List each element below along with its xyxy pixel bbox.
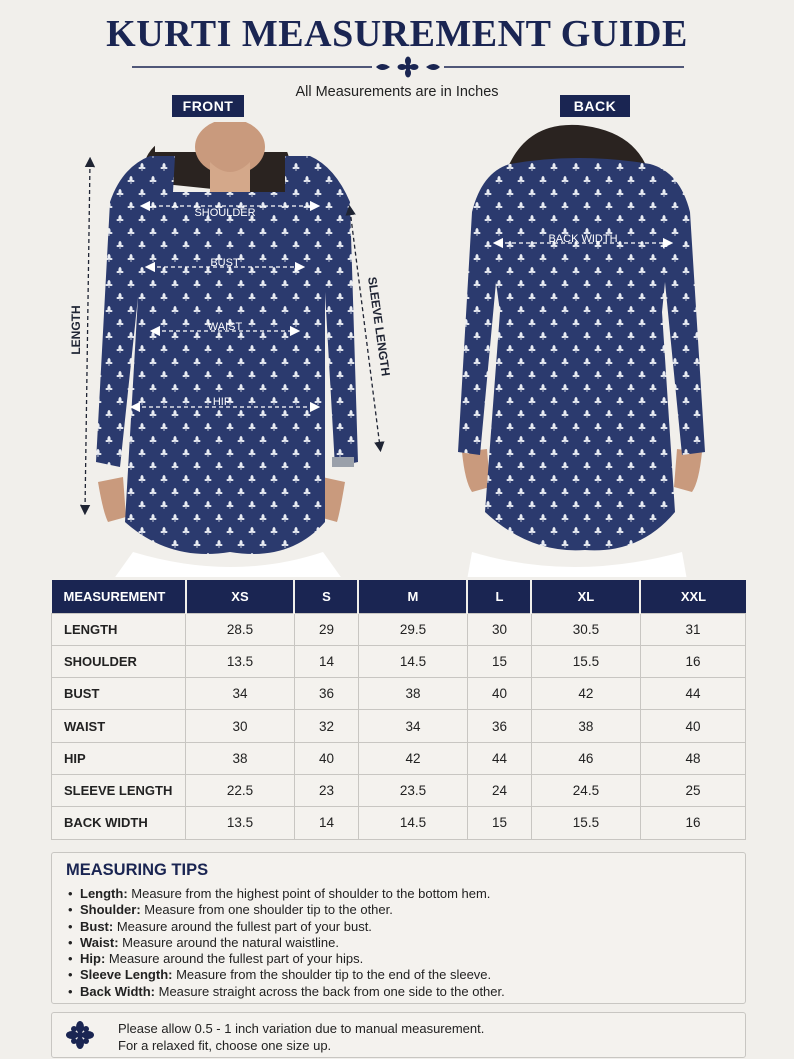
size-value-cell: 15 <box>467 807 531 839</box>
waist-label: WAIST <box>207 321 243 333</box>
size-value-cell: 29.5 <box>358 613 467 645</box>
tip-item <box>66 935 731 951</box>
size-value-cell: 40 <box>294 742 358 774</box>
size-value-cell: 24 <box>467 774 531 806</box>
size-value-cell: 25 <box>640 774 745 806</box>
measuring-tips-panel <box>51 852 746 1004</box>
size-value-cell: 16 <box>640 645 745 677</box>
tip-text: Measure from the highest point of shoulder to the bottom hem. <box>127 886 491 901</box>
table-row <box>52 678 746 710</box>
size-value-cell: 22.5 <box>186 774 295 806</box>
tips-list <box>66 886 731 1000</box>
measurement-name-cell: HIP <box>52 742 186 774</box>
floral-motif-icon <box>64 1019 96 1051</box>
size-value-cell: 38 <box>186 742 295 774</box>
size-value-cell: 36 <box>467 710 531 742</box>
length-label: LENGTH <box>69 305 83 355</box>
table-row <box>52 774 746 806</box>
tip-text: Measure straight across the back from one side to the other. <box>155 983 505 999</box>
size-value-cell: 32 <box>294 710 358 742</box>
tip-text: Measure from the shoulder tip to the end of the sleeve. <box>172 967 492 983</box>
measurement-name-cell: SLEEVE LENGTH <box>52 774 186 806</box>
size-value-cell: 40 <box>467 678 531 710</box>
size-value-cell: 30 <box>186 710 295 742</box>
size-value-cell: 46 <box>531 742 640 774</box>
table-row <box>52 807 746 839</box>
note-line-2: For a relaxed fit, choose one size up. <box>118 1038 332 1053</box>
header-s: S <box>294 580 358 613</box>
measurement-name-cell: LENGTH <box>52 613 186 645</box>
bust-label: BUST <box>210 257 240 269</box>
page-title: KURTI MEASUREMENT GUIDE <box>106 13 688 55</box>
size-chart-table <box>51 580 746 840</box>
size-value-cell: 44 <box>640 678 745 710</box>
units-subtitle: All Measurements are in Inches <box>295 84 499 100</box>
size-value-cell: 38 <box>358 678 467 710</box>
size-value-cell: 13.5 <box>186 645 295 677</box>
size-value-cell: 36 <box>294 678 358 710</box>
tip-text: Measure around the fullest part of your bust. <box>113 918 372 934</box>
size-value-cell: 30 <box>467 613 531 645</box>
table-row <box>52 613 746 645</box>
tip-item <box>66 984 731 1000</box>
table-header-row <box>52 580 746 613</box>
size-value-cell: 42 <box>531 678 640 710</box>
size-value-cell: 24.5 <box>531 774 640 806</box>
variation-note <box>51 1012 746 1058</box>
header-measurement: MEASUREMENT <box>52 580 186 613</box>
back-width-label: BACK WIDTH <box>548 233 618 245</box>
table-row <box>52 710 746 742</box>
header-xl: XL <box>531 580 640 613</box>
hip-label: HIP <box>212 396 232 408</box>
size-value-cell: 15.5 <box>531 807 640 839</box>
size-value-cell: 16 <box>640 807 745 839</box>
tips-title: MEASURING TIPS <box>66 861 209 879</box>
tip-item <box>66 902 731 918</box>
tip-term: Hip: <box>80 951 106 967</box>
tip-item <box>66 886 731 902</box>
size-value-cell: 14 <box>294 807 358 839</box>
measurement-name-cell: WAIST <box>52 710 186 742</box>
size-value-cell: 13.5 <box>186 807 295 839</box>
size-value-cell: 42 <box>358 742 467 774</box>
tip-text: Measure around the natural waistline. <box>118 934 339 950</box>
sleeve-length-label: SLEEVE LENGTH <box>365 275 393 377</box>
tip-text: Measure from one shoulder tip to the other. <box>140 902 393 918</box>
size-value-cell: 34 <box>186 678 295 710</box>
size-value-cell: 14.5 <box>358 645 467 677</box>
front-view-label: FRONT <box>172 95 244 117</box>
size-value-cell: 23 <box>294 774 358 806</box>
size-value-cell: 40 <box>640 710 745 742</box>
front-view-image <box>60 122 400 577</box>
title-divider <box>132 56 684 78</box>
header-xs: XS <box>186 580 295 613</box>
size-value-cell: 15 <box>467 645 531 677</box>
measurement-name-cell: BACK WIDTH <box>52 807 186 839</box>
size-value-cell: 34 <box>358 710 467 742</box>
tip-term: Bust: <box>80 918 114 934</box>
size-value-cell: 48 <box>640 742 745 774</box>
tip-term: Waist: <box>80 934 119 950</box>
table-row <box>52 645 746 677</box>
measurement-name-cell: BUST <box>52 678 186 710</box>
size-value-cell: 30.5 <box>531 613 640 645</box>
tip-item <box>66 967 731 983</box>
size-value-cell: 44 <box>467 742 531 774</box>
tip-term: Back Width: <box>80 983 155 999</box>
tip-item <box>66 919 731 935</box>
measurement-name-cell: SHOULDER <box>52 645 186 677</box>
header-l: L <box>467 580 531 613</box>
table-row <box>52 742 746 774</box>
tip-term: Shoulder: <box>80 902 141 918</box>
header-xxl: XXL <box>640 580 745 613</box>
size-value-cell: 28.5 <box>186 613 295 645</box>
size-value-cell: 15.5 <box>531 645 640 677</box>
size-value-cell: 14 <box>294 645 358 677</box>
tip-item <box>66 951 731 967</box>
back-view-label: BACK <box>560 95 630 117</box>
back-view-image <box>450 122 720 577</box>
size-value-cell: 29 <box>294 613 358 645</box>
note-line-1: Please allow 0.5 - 1 inch variation due to manual measurement. <box>118 1021 485 1036</box>
size-value-cell: 23.5 <box>358 774 467 806</box>
size-value-cell: 38 <box>531 710 640 742</box>
tip-term: Length: <box>80 886 128 901</box>
tip-text: Measure around the fullest part of your hips. <box>105 951 364 967</box>
tip-term: Sleeve Length: <box>80 967 173 983</box>
shoulder-label: SHOULDER <box>194 207 256 219</box>
header-m: M <box>358 580 467 613</box>
size-value-cell: 14.5 <box>358 807 467 839</box>
size-value-cell: 31 <box>640 613 745 645</box>
